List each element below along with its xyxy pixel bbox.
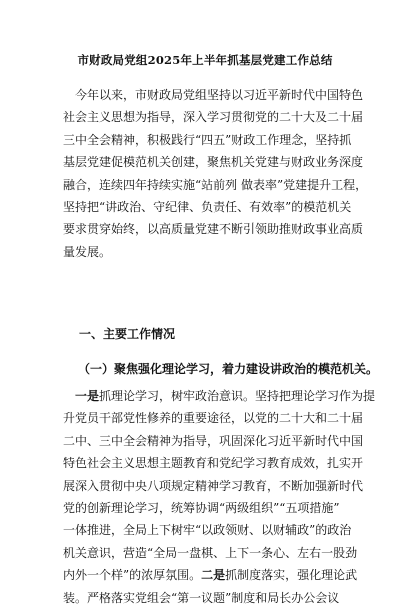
point-marker: 一是 <box>75 389 100 403</box>
body-line <box>63 407 364 429</box>
body-line-text: 一体推进，全局上下树牢“以政领财、以财辅政”的政治 <box>63 523 352 538</box>
body-line <box>63 430 364 452</box>
body-line-text: 特色社会主义思想主题教育和党纪学习教育成效，扎实开 <box>63 456 364 471</box>
body-line-text: 装。严格落实党组会“第一议题”制度和局长办公会议 <box>63 590 340 605</box>
intro-line: 坚持把“讲政治、守纪律、负责任、有效率”的模范机关 <box>63 199 352 214</box>
body-line <box>63 519 353 541</box>
body-line-text: 展深入贯彻中央八项规定精神学习教育，不断加强新时代 <box>63 478 364 493</box>
body-line <box>63 587 353 609</box>
body-line <box>63 475 364 497</box>
intro-line: 今年以来，市财政局党组坚持以习近平新时代中国特色 <box>75 88 364 102</box>
body-line <box>63 542 358 564</box>
body-line-text: 抓制度落实，强化理论武 <box>225 568 358 583</box>
body-line-text: 抓理论学习，树牢政治意识。坚持把理论学习作为提 <box>99 389 376 403</box>
body-line-text: 内外一个样”的浓厚氛围。 <box>63 568 202 583</box>
intro-line: 量发展。 <box>63 244 112 259</box>
body-line-text: 党的创新理论学习，统筹协调“两级组织”“五项措施” <box>63 500 340 515</box>
body-line-text: 二中、三中全会精神为指导，巩固深化习近平新时代中国 <box>63 433 364 448</box>
document-title: 市财政局党组2025年上半年抓基层党建工作总结 <box>77 53 333 67</box>
subsection-heading: （一）聚焦强化理论学习，着力建设讲政治的模范机关。 <box>78 362 379 376</box>
body-line <box>63 497 353 519</box>
body-line <box>63 452 364 474</box>
intro-line: 要求贯穿始终，以高质量党建不断引领助推财政事业高质 <box>63 222 364 237</box>
intro-line: 融合，连续四年持续实施“站前列 做表率”党建提升工程， <box>63 177 368 192</box>
body-line <box>63 385 376 407</box>
body-paragraph <box>63 385 376 609</box>
body-line-text: 升党员干部党性修养的重要途径，以党的二十大和二十届 <box>63 411 364 426</box>
body-line-text: 机关意识，营造“全局一盘棋、上下一条心、左右一股劲 <box>63 545 358 560</box>
intro-line: 社会主义思想为指导，深入学习贯彻党的二十大及二十届 <box>63 110 364 125</box>
intro-line: 三中全会精神，积极践行“四五”财政工作理念，坚持抓 <box>63 132 352 147</box>
body-line <box>63 564 358 586</box>
intro-paragraph <box>63 84 368 263</box>
intro-line: 基层党建促模范机关创建，聚焦机关党建与财政业务深度 <box>63 155 364 170</box>
section-heading: 一、主要工作情况 <box>79 327 176 341</box>
point-marker: 二是 <box>201 568 226 583</box>
